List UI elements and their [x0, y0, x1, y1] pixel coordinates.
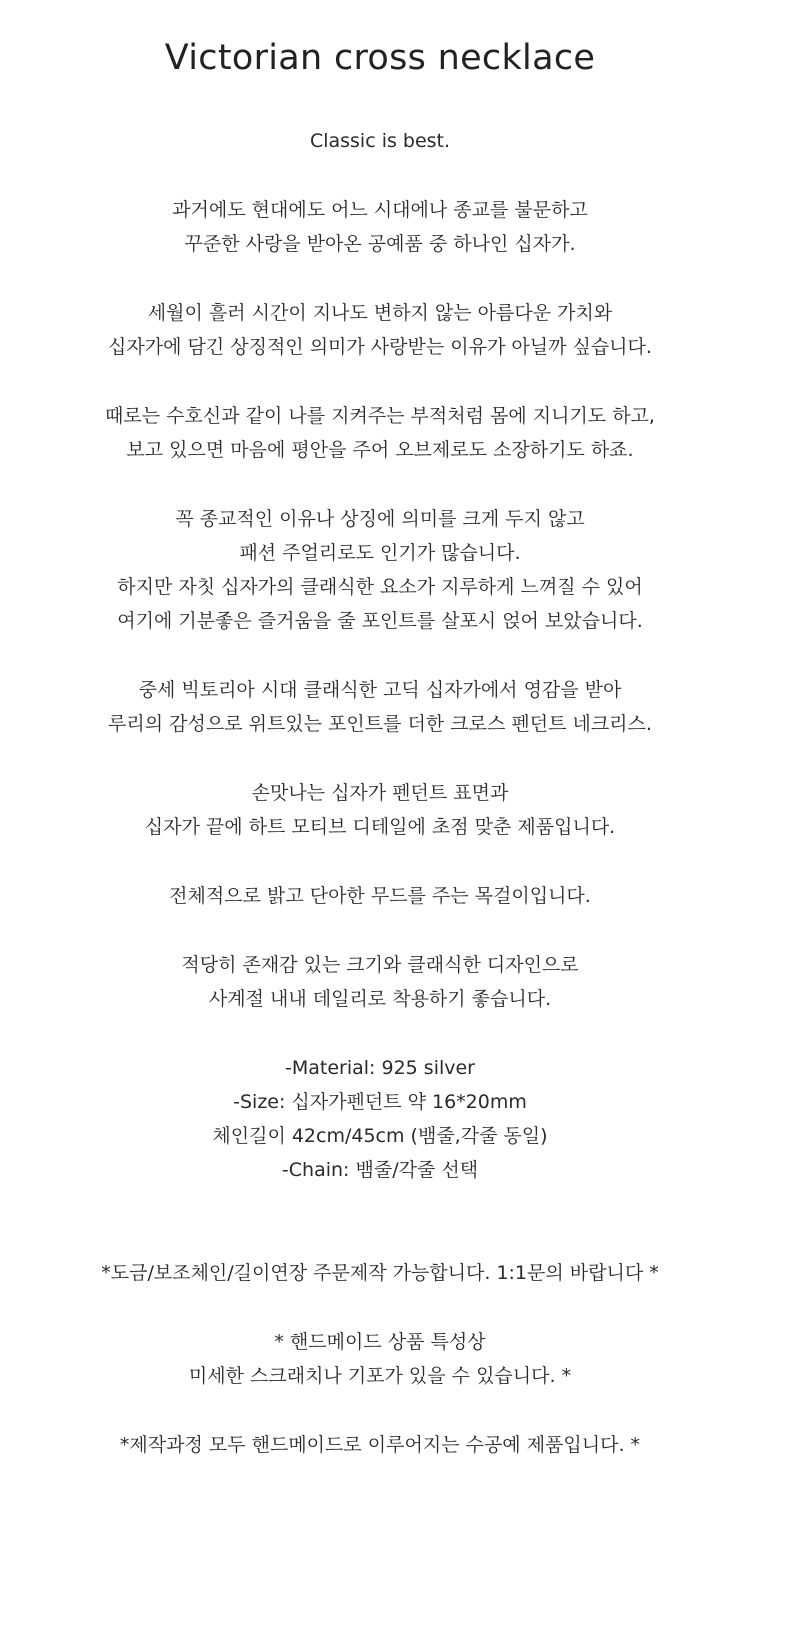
- description-line: 전체적으로 밝고 단아한 무드를 주는 목걸이입니다.: [169, 885, 591, 907]
- description-line: 여기에 기분좋은 즐거움을 줄 포인트를 살포시 얹어 보았습니다.: [117, 610, 643, 632]
- description-line: 꾸준한 사랑을 받아온 공예품 중 하나인 십자가.: [184, 233, 576, 255]
- description-line: Classic is best.: [309, 130, 451, 152]
- spec-chain: -Chain: 뱀줄/각줄 선택: [281, 1159, 479, 1181]
- description-line: 꼭 종교적인 이유나 상징에 의미를 크게 두지 않고: [175, 508, 585, 530]
- spec-chain-length: 체인길이 42cm/45cm (뱀줄,각줄 동일): [212, 1125, 548, 1147]
- spec-size: -Size: 십자가펜던트 약 16*20mm: [233, 1091, 527, 1113]
- custom-order-note: *도금/보조체인/길이연장 주문제작 가능합니다. 1:1문의 바랍니다 *: [101, 1262, 659, 1284]
- description-line: 중세 빅토리아 시대 클래식한 고딕 십자가에서 영감을 받아: [138, 679, 622, 701]
- description-line: 하지만 자칫 십자가의 클래식한 요소가 지루하게 느껴질 수 있어: [117, 576, 643, 598]
- description-line: 적당히 존재감 있는 크기와 클래식한 디자인으로: [181, 954, 579, 976]
- description-line: 십자가 끝에 하트 모티브 디테일에 초점 맞춘 제품입니다.: [144, 816, 616, 838]
- handmade-note: 미세한 스크래치나 기포가 있을 수 있습니다. *: [188, 1365, 572, 1387]
- description-line: 사계절 내내 데일리로 착용하기 좋습니다.: [208, 988, 552, 1010]
- description-line: 손맛나는 십자가 펜던트 표면과: [251, 782, 509, 804]
- product-title: Victorian cross necklace: [164, 38, 596, 78]
- description-line: 패션 주얼리로도 인기가 많습니다.: [239, 542, 521, 564]
- handmade-note: * 핸드메이드 상품 특성상: [274, 1331, 486, 1353]
- description-line: 보고 있으면 마음에 평안을 주어 오브제로도 소장하기도 하죠.: [126, 439, 634, 461]
- description-line: 세월이 흘러 시간이 지나도 변하지 않는 아름다운 가치와: [147, 302, 613, 324]
- handmade-process-note: *제작과정 모두 핸드메이드로 이루어지는 수공예 제품입니다. *: [119, 1434, 641, 1456]
- description-line: 과거에도 현대에도 어느 시대에나 종교를 불문하고: [172, 199, 588, 221]
- description-line: 십자가에 담긴 상징적인 의미가 사랑받는 이유가 아닐까 싶습니다.: [108, 336, 652, 358]
- description-line: 때로는 수호신과 같이 나를 지켜주는 부적처럼 몸에 지니기도 하고,: [105, 405, 655, 427]
- description-line: 루리의 감성으로 위트있는 포인트를 더한 크로스 펜던트 네크리스.: [108, 713, 652, 735]
- spec-material: -Material: 925 silver: [285, 1057, 475, 1079]
